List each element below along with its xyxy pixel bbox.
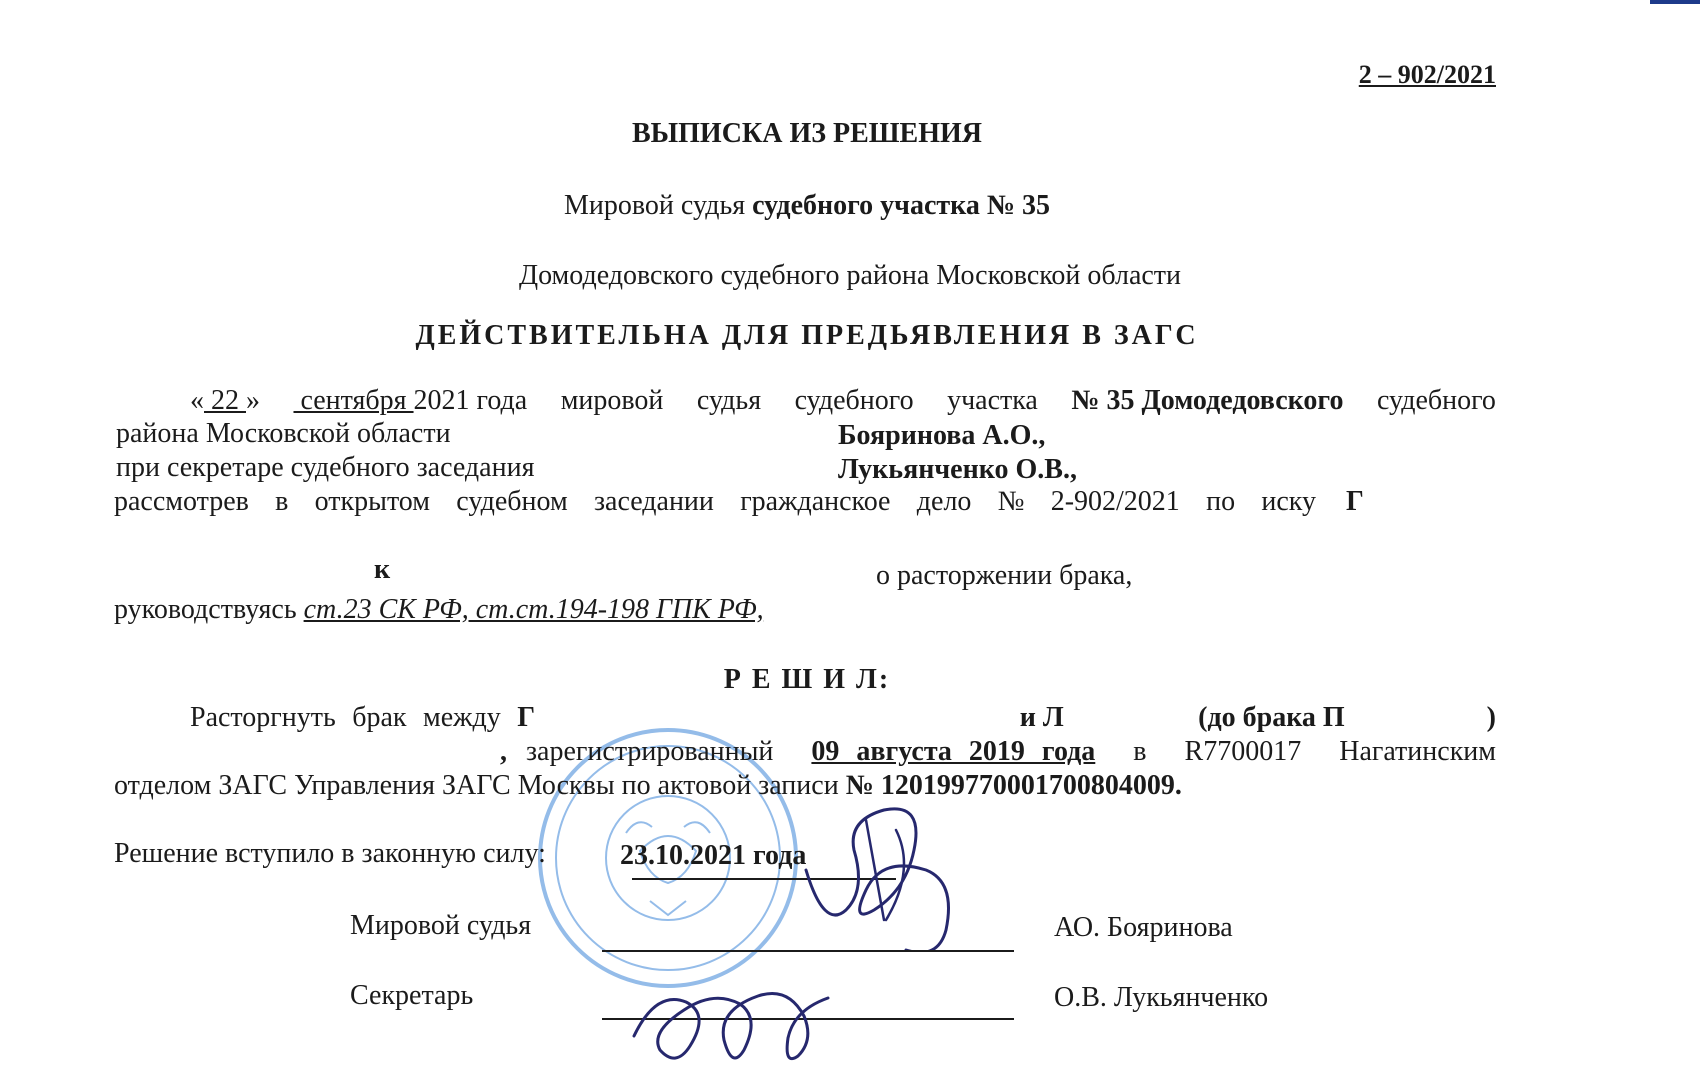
maiden-name: (до брака П [1198,702,1345,733]
word: № [997,486,1025,517]
word: дело [916,486,972,517]
judge-role: Мировой судья [350,910,532,941]
word: брак [352,702,407,733]
word: Нагатинским [1339,736,1496,767]
word: между [423,702,501,733]
decision-comma: , [500,736,507,767]
intro-line-4 [114,486,1316,518]
case-subject: о расторжении брака, [876,560,1133,591]
record-number: № 120199770001700804009. [845,770,1182,801]
registry-office-code: R7700017 [1184,736,1302,767]
case-number: 2 – 902/2021 [1358,60,1496,89]
effective-date: 23.10.2021 года [620,840,807,871]
secretary-role: Секретарь [350,980,474,1011]
validity-heading: ДЕЙСТВИТЕЛЬНА ДЛЯ ПРЕДЬЯВЛЕНИЯ В ЗАГС [415,320,1199,351]
effective-label: Решение вступило в законную силу: [114,838,546,869]
word: участка [947,385,1038,416]
date-day: « 22 » [190,385,260,416]
party-1: Г [517,702,536,733]
court-bold: № 35 Домодедовского [1071,385,1344,416]
date-month-year: сентября 2021 года [293,385,528,416]
close-paren: ) [1486,702,1496,733]
word: судебном [456,486,568,517]
word: гражданское [740,486,891,517]
judge-name: Бояринова А.О., [838,420,1046,451]
secretary-signature [628,966,838,1076]
intro-line-1 [190,385,1496,417]
decision-line-2 [526,736,1496,768]
court-line-1-prefix: Мировой судья [564,190,746,221]
secretary-name: Лукьянченко О.В., [838,454,1077,485]
secretary-signature-name: О.В. Лукьянченко [1054,982,1269,1013]
word: зарегистрированный [526,736,774,767]
court-line-1-bold: судебного участка № 35 [752,190,1050,221]
decision-heading: Р Е Ш И Л: [723,664,891,695]
guided-law: ст.23 СК РФ, ст.ст.194-198 ГПК РФ, [303,594,764,625]
decision-line-1 [190,702,1496,734]
judge-signature [796,800,966,950]
word: открытом [314,486,430,517]
word: судебного [794,385,914,416]
scan-corner-mark [1650,0,1700,4]
word: рассмотрев [114,486,249,517]
defendant-initial: к [374,554,391,585]
word: Расторгнуть [190,702,336,733]
registration-date: 09 августа 2019 года [811,736,1096,767]
word: судебного [1376,385,1496,416]
guided-prefix: руководствуясь [114,594,297,625]
word: 2-902/2021 [1050,486,1180,517]
decision-line-3 [114,770,1182,802]
word: по [1206,486,1236,517]
word: заседании [593,486,714,517]
court-line-1 [0,190,1614,222]
party-2: и Л [1019,702,1064,733]
word: мировой [560,385,664,416]
intro-line-3: при секретаре судебного заседания [116,452,535,483]
document-title: ВЫПИСКА ИЗ РЕШЕНИЯ [631,118,982,149]
word: в [1133,736,1147,767]
guided-by [114,594,764,626]
plaintiff-initial: Г [1346,486,1364,517]
judge-signature-name: АО. Бояринова [1054,912,1233,943]
word: судья [696,385,762,416]
word: в [275,486,289,517]
decision-line-3-text: отделом ЗАГС Управления ЗАГС Москвы по актовой записи [114,770,839,801]
court-line-2: Домодедовского судебного района Московской области [518,260,1182,291]
judge-signature-line [602,950,1014,952]
intro-line-2: района Московской области [116,418,451,449]
word: иску [1261,486,1316,517]
